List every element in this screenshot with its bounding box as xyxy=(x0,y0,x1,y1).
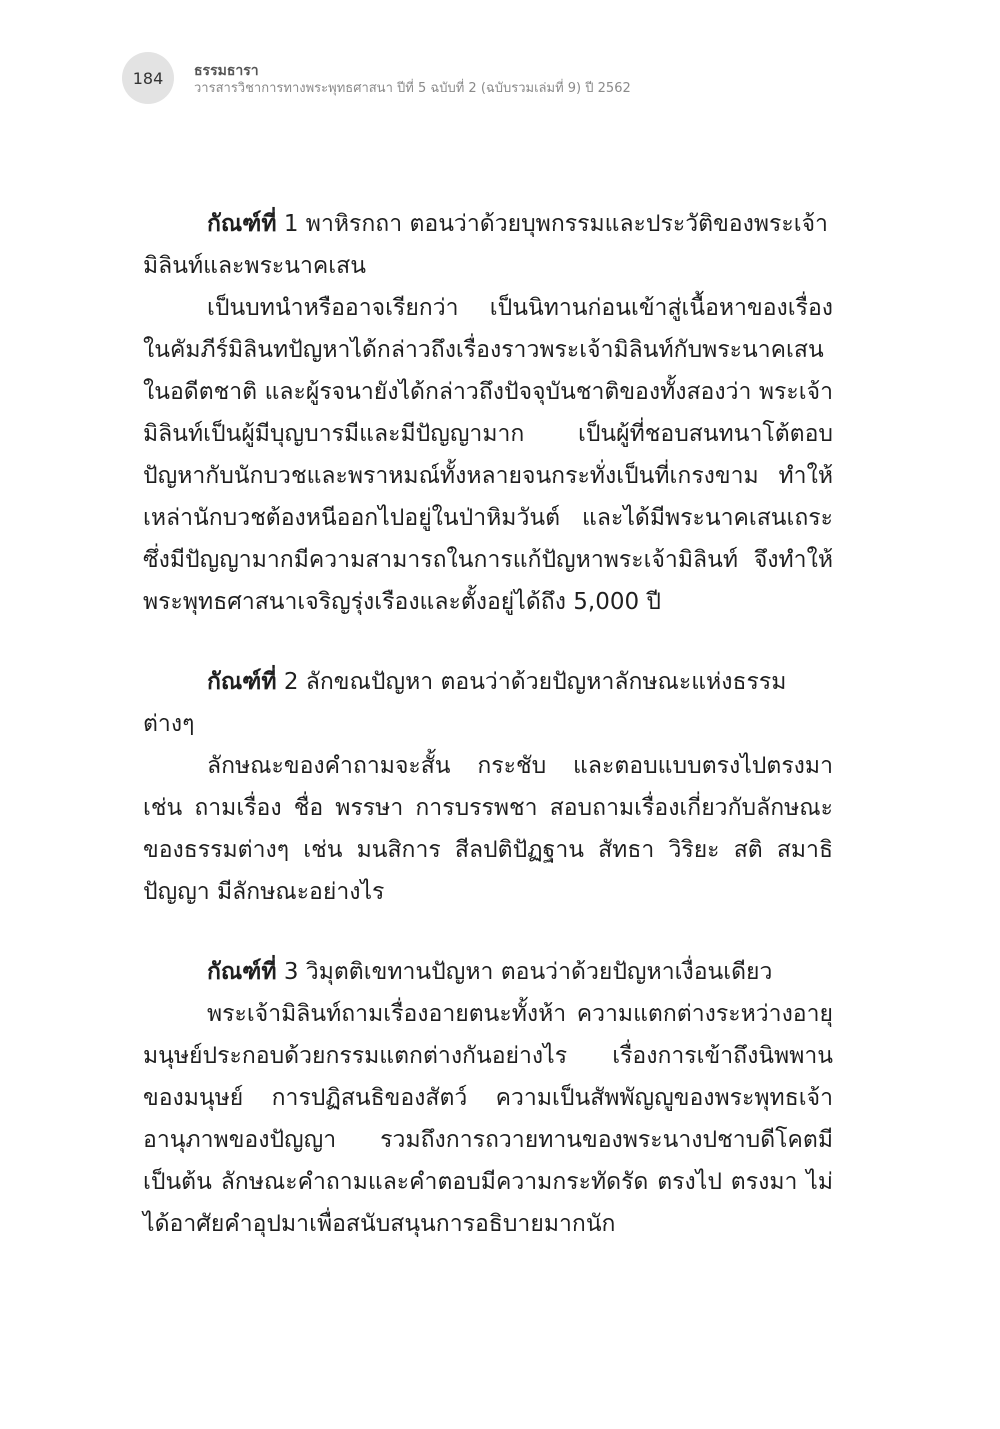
section-kanda-3 xyxy=(143,951,833,1245)
section-paragraph: พระเจ้ามิลินท์ถามเรื่องอายตนะทั้งห้า ความแตกต่างระหว่างอายุมนุษย์ประกอบด้วยกรรมแตกต่างกันอย่างไร เรื่องการเข้าถึงนิพพานของมนุษย์ การปฏิสนธิของสัตว์ ความเป็นสัพพัญญูของพระพุทธเจ้า อานุภาพของปัญญา รวมถึงการถวายทานของพระนางปชาบดีโคตมี เป็นต้น ลักษณะคำถามและคำตอบมีความกระทัดรัด ตรงไป ตรงมา ไม่ได้อาศัยคำอุปมาเพื่อสนับสนุนการอธิบายมากนัก xyxy=(143,1001,833,1237)
section-spacer xyxy=(143,623,833,661)
section-title: 2 ลักขณปัญหา ตอนว่าด้วยปัญหาลักษณะแห่งธรรมต่างๆ xyxy=(143,669,787,737)
section-heading xyxy=(143,951,833,993)
section-heading xyxy=(143,203,833,287)
section-spacer xyxy=(143,913,833,951)
article-body xyxy=(143,203,833,1245)
section-label: กัณฑ์ที่ xyxy=(207,211,277,237)
journal-subtitle: วารสารวิชาการทางพระพุทธศาสนา ปีที่ 5 ฉบับที่ 2 (ฉบับรวมเล่มที่ 9) ปี 2562 xyxy=(194,81,631,96)
section-heading xyxy=(143,661,833,745)
section-title: 1 พาหิรกถา ตอนว่าด้วยบุพกรรมและประวัติของพระเจ้ามิลินท์และพระนาคเสน xyxy=(143,211,828,279)
section-paragraph: ลักษณะของคำถามจะสั้น กระชับ และตอบแบบตรงไปตรงมา เช่น ถามเรื่อง ชื่อ พรรษา การบรรพชา สอบถามเรื่องเกี่ยวกับลักษณะของธรรมต่างๆ เช่น มนสิการ สีลปติปัฏฐาน สัทธา วิริยะ สติ สมาธิ ปัญญา มีลักษณะอย่างไร xyxy=(143,753,833,905)
section-paragraph: เป็นบทนำหรืออาจเรียกว่า เป็นนิทานก่อนเข้าสู่เนื้อหาของเรื่องในคัมภีร์มิลินทปัญหาได้กล่าวถึงเรื่องราวพระเจ้ามิลินท์กับพระนาคเสนในอดีตชาติ และผู้รจนายังได้กล่าวถึงปัจจุบันชาติของทั้งสองว่า พระเจ้ามิลินท์เป็นผู้มีบุญบารมีและมีปัญญามาก เป็นผู้ที่ชอบสนทนาโต้ตอบปัญหากับนักบวชและพราหมณ์ทั้งหลายจนกระทั่งเป็นที่เกรงขาม ทำให้เหล่านักบวชต้องหนีออกไปอยู่ในป่าหิมวันต์ และได้มีพระนาคเสนเถระซึ่งมีปัญญามากมีความสามารถในการแก้ปัญหาพระเจ้ามิลินท์ จึงทำให้พระพุทธศาสนาเจริญรุ่งเรืองและตั้งอยู่ได้ถึง 5,000 ปี xyxy=(143,295,833,615)
section-title: 3 วิมุตติเขทานปัญหา ตอนว่าด้วยปัญหาเงื่อนเดียว xyxy=(276,959,773,985)
section-label: กัณฑ์ที่ xyxy=(207,959,277,985)
journal-name: ธรรมธารา xyxy=(194,63,259,79)
section-kanda-1 xyxy=(143,203,833,623)
page-number: 184 xyxy=(122,52,174,104)
section-label: กัณฑ์ที่ xyxy=(207,669,277,695)
running-header xyxy=(194,62,631,98)
section-kanda-2 xyxy=(143,661,833,913)
